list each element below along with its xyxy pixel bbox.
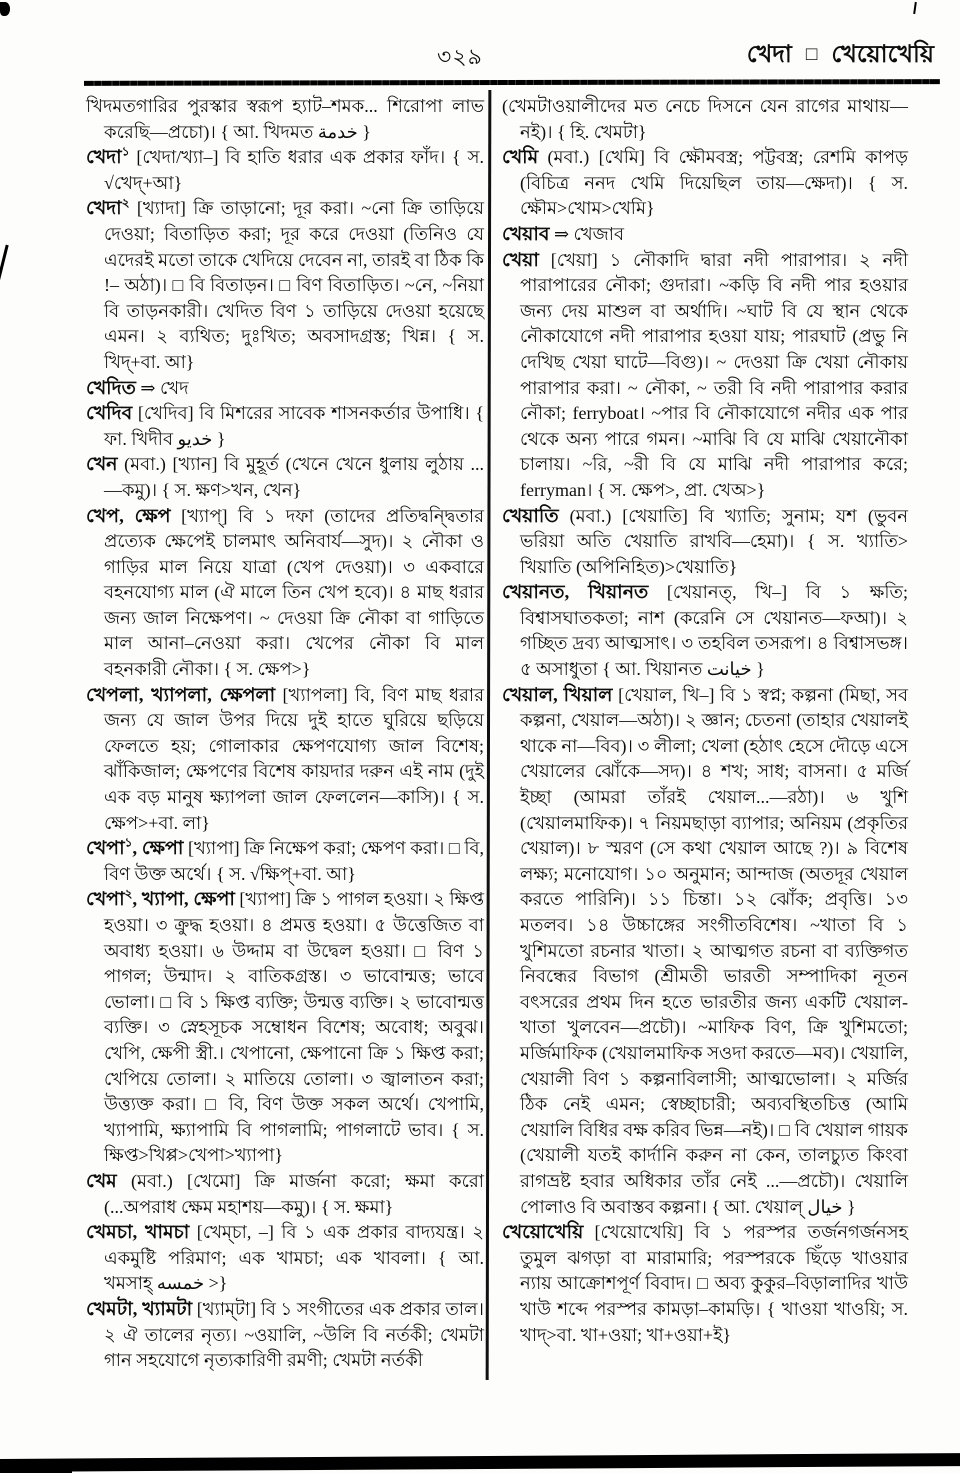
dictionary-entry	[502, 504, 908, 581]
dictionary-entry	[502, 1220, 908, 1348]
dictionary-entry	[86, 376, 484, 402]
headword: খেয়াব	[502, 223, 550, 245]
headword: খেপ, ক্ষেপ	[86, 505, 171, 527]
headword: খেয়ানত, খিয়ানত	[502, 582, 649, 604]
guide-word-last: খেয়োখেয়ি	[831, 42, 934, 68]
scan-bottom-bar	[0, 1453, 960, 1472]
headword: খেদা$^১$	[86, 144, 130, 169]
left-column	[86, 94, 484, 1374]
right-column	[502, 94, 908, 1348]
entry-body: ⇒ খেজাব	[553, 223, 625, 244]
headword: খেপা$^২$, খ্যাপা, ক্ষেপা	[86, 887, 235, 911]
headword: খেপা$^১$, ক্ষেপা	[86, 835, 184, 860]
dictionary-entry	[86, 196, 484, 375]
headword: খেমটা, খ্যামটা	[86, 1298, 193, 1320]
entry-body: (মবা.) [খেমো] ক্রি মার্জনা করো; ক্ষমা করো (...অপরাধ ক্ষেম মহাশয়—কমু)। { স. ক্ষমা}	[104, 1170, 484, 1217]
entry-body: [খ্যাপা] ক্রি নিক্ষেপ করা; ক্ষেপণ করা। □ বি, বিণ উক্ত অর্থে। { স. √ক্ষিপ্+বা. আ}	[104, 838, 484, 884]
entry-body: (মবা.) [খেয়াতি] বি খ্যাতি; সুনাম; যশ (ভুবন ভরিয়া অতি খেয়াতি রাখবি—হেমা)। { স. খ্যাতি> খিয়াতি (অপিনিহিত)>খেয়াতি}	[520, 505, 909, 577]
scan-bottom-corner-mark	[0, 1464, 72, 1473]
entry-body: [খেয়াল, খি–] বি ১ স্বপ্ন; কল্পনা (মিছা, সব কল্পনা, খেয়াল—অঠা)। ২ জ্ঞান; চেতনা (তাহার খেয়ালই থাকে না—বিব)। ৩ লীলা; খেলা (হঠাৎ হেসে দৌড়ে এসে খেয়ালের ঝোঁকে—সদ)। ৪ শখ; সাধ; বাসনা। ৫ মর্জি ইচ্ছা (আমরা তাঁরই খেয়াল...—রঠা)। ৬ খুশি (খেয়ালমাফিক)। ৭ নিয়মছাড়া ব্যাপার; অনিয়ম (প্রকৃতির খেয়াল)। ৮ স্মরণ (সে কথা খেয়াল আছে ?)। ৯ বিশেষ লক্ষ্য; মনোযোগ। ১০ অনুমান; আন্দাজ (অতদূর খেয়াল করতে পারিনি)। ১১ চিন্তা। ১২ ঝোঁক; প্রবৃত্তি। ১৩ মতলব। ১৪ উচ্চাঙ্গের সংগীতবিশেষ। ~খাতা বি ১ খুশিমতো রচনার খাতা। ২ আত্মগত রচনা বা ব্যক্তিগত নিবন্ধের বিভাগ (শ্রীমতী ভারতী সম্পাদিকা নূতন বৎসরের প্রথম দিন হতে ভারতীর জন্য একটি খেয়াল-খাতা খুলবেন—প্রচৌ)। ~মাফিক বিণ, ক্রি খুশিমতো; মর্জিমাফিক (খেয়ালমাফিক সওদা করতে—মব)। খেয়ালি, খেয়ালী বিণ ১ কল্পনাবিলাসী; আত্মভোলা। ২ মর্জির ঠিক নেই এমন; স্বেচ্ছাচারী; অব্যবস্থিতচিত্ত (আমি খেয়ালি বিধির বক্ষ করিব ভিন্ন—নই)। □ বি খেয়াল গায়ক (খেয়ালী যতই কার্দানি করুন না কেন, তালচ্যুত কিংবা রাগভ্রষ্ট হবার অধিকার তাঁর নেই ...—প্রচৌ)। খেয়ালি পোলাও বি অবাস্তব কল্পনা। { আ. খেয়াল্ خيال }	[520, 684, 908, 1217]
dictionary-entry	[502, 683, 908, 1220]
entry-body: [খেদিব] বি মিশরের সাবেক শাসনকর্তার উপাধি। { ফা. খিদীব خديو }	[104, 403, 485, 449]
guide-words	[747, 36, 934, 76]
headword: খেপলা, খ্যাপলা, ক্ষেপলা	[86, 684, 276, 706]
headword: খেম	[86, 1170, 117, 1192]
dictionary-entry	[86, 504, 484, 683]
dictionary-entry	[86, 145, 484, 196]
header-rule	[84, 79, 940, 86]
headword: খেদিব	[86, 403, 133, 425]
dictionary-entry	[502, 222, 908, 248]
entry-body: (মবা.) [খেমি] বি ক্ষৌমবস্ত্র; পট্টবস্ত্র; রেশমি কাপড় (বিচিত্র ননদ খেমি দিয়েছিল তায়—ক্ষেদা)। { স. ক্ষৌম>খোম>খেমি}	[520, 147, 908, 219]
homonym-number: ১	[124, 835, 133, 850]
dictionary-entry	[502, 94, 908, 145]
headword: খেদিত	[86, 377, 136, 399]
entry-body: [খেয়োখেয়ি] বি ১ পরস্পর তর্জনগর্জনসহ তুমুল ঝগড়া বা মারামারি; পরস্পরকে ছিঁড়ে খাওয়ার ন্যায় আক্রোশপূর্ণ বিবাদ। □ অব্য কুকুর–বিড়ালাদির খাউ খাউ শব্দে পরস্পর কামড়া–কামড়ি। { খাওয়া খাওয়ি; স. খাদ্>বা. খা+ওয়া; খা+ওয়া+ই}	[520, 1222, 908, 1345]
page-number: ৩২৯	[437, 44, 483, 69]
headword: খেয়া	[502, 249, 539, 271]
entry-body: খিদমতগারির পুরস্কার স্বরূপ হ্যাট–শমক... শিরোপা লাভ করেছি—প্রচো)। { আ. খিদমত خدمة }	[86, 96, 484, 142]
dictionary-entry	[502, 145, 908, 222]
dictionary-entry	[86, 836, 484, 887]
entry-body: [খ্যাপ্] বি ১ দফা (তাদের প্রতিদ্বন্দ্বিতার প্রত্যেক ক্ষেপেই চালমাৎ অনিবার্য—সুদ)। ২ নৌকা ও গাড়ির মাল নিয়ে যাত্রা (খেপ দেওয়া)। ৩ একবারে বহনযোগ্য মাল (ঐ মালে তিন খেপ হবে)। ৪ মাছ ধরার জন্য জাল নিক্ষেপণ। ~ দেওয়া ক্রি নৌকা বা গাড়িতে মাল আনা–নেওয়া করা। খেপের নৌকা বি মাল বহনকারী নৌকা। { স. ক্ষেপ>}	[104, 505, 484, 680]
entry-body: [খ্যাদা] ক্রি তাড়ানো; দূর করা। ~নো ক্রি তাড়িয়ে দেওয়া; বিতাড়িত করা; দূর করে দেওয়া (তিনিও যে এদেরই মতো তাকে খেদিয়ে দেবেন না, তারই বা ঠিক কি !– অঠা)। □ বি বিতাড়ন। □ বিণ বিতাড়িত। ~নে, ~নিয়া বি তাড়নকারী। খেদিত বিণ ১ তাড়িয়ে দেওয়া হয়েছে এমন। ২ ব্যথিত; দুঃখিত; অবসাদগ্রস্ত; খিন্ন। { স. খিদ্+বা. আ}	[104, 198, 484, 372]
entry-body: [খেম্‌চা, –] বি ১ এক প্রকার বাদ্যযন্ত্র। ২ একমুষ্টি পরিমাণ; এক খামচা; এক খাবলা। { আ. খমসাহ্ خمسه >}	[104, 1222, 484, 1294]
dictionary-entry	[86, 683, 484, 837]
dictionary-entry	[86, 452, 484, 503]
headword: খেমি	[502, 147, 539, 169]
scan-tick-mark	[913, 2, 917, 14]
headword: খেন	[86, 454, 118, 476]
dictionary-entry	[86, 1297, 484, 1374]
entry-body: [খ্যাম্‌টা] বি ১ সংগীতের এক প্রকার তাল। ২ ঐ তালের নৃত্য। ~ওয়ালি, ~উলি বি নর্তকী; খেমটা গান সহযোগে নৃত্যকারিণী রমণী; খেমটা নর্তকী	[104, 1298, 484, 1371]
entry-body: [খেয়া] ১ নৌকাদি দ্বারা নদী পারাপার। ২ নদী পারাপারের নৌকা; গুদারা। ~কড়ি বি নদী পার হওয়ার জন্য দেয় মাশুল বা অর্থাদি। ~ঘাট বি যে স্থান থেকে নৌকাযোগে নদী পারাপার হওয়া যায়; পারঘাট (প্রভু নি দেখিছ খেয়া ঘাটে—বিগু)। ~ দেওয়া ক্রি খেয়া নৌকায় পারাপার করা। ~ নৌকা, ~ তরী বি নদী পারাপার করার নৌকা; ferryboat। ~পার বি নৌকাযোগে নদীর এক পার থেকে অন্য পারে গমন। ~মাঝি বি যে মাঝি খেয়ানৌকা চালায়। ~রি, ~রী বি যে মাঝি নদী পারাপার করে; ferryman। { স. ক্ষেপ>, প্রা. খেঅ>}	[520, 249, 908, 500]
entry-body: [খেদা/খ্যা–] বি হাতি ধরার এক প্রকার ফাঁদ। { স. √খেদ্+আ}	[104, 147, 484, 193]
dictionary-entry	[502, 248, 908, 504]
guide-separator-square: □	[805, 44, 818, 65]
headword: খেয়োখেয়ি	[502, 1222, 584, 1244]
dictionary-entry	[86, 1169, 484, 1220]
guide-word-first: খেদা	[746, 42, 792, 68]
headword: খেমচা, খামচা	[86, 1222, 190, 1244]
scan-scratch-mark	[0, 245, 9, 308]
entry-body: (খেমটাওয়ালীদের মত নেচে দিসনে যেন রাগের মাথায়—নই)। { হি. খেমটা}	[502, 96, 908, 142]
homonym-number: ১	[121, 144, 130, 159]
entry-body: (মবা.) [খ্যান] বি মুহূর্ত (খেনে খেনে ধুলায় লুঠায় ... —কমু)। { স. ক্ষণ>খন, খেন}	[104, 454, 484, 500]
entry-body: [খ্যাপা] ক্রি ১ পাগল হওয়া। ২ ক্ষিপ্ত হওয়া। ৩ ক্রুদ্ধ হওয়া। ৪ প্রমত্ত হওয়া। ৫ উত্তেজিত বা অবাধ্য হওয়া। ৬ উদ্দাম বা উদ্বেল হওয়া। □ বিণ ১ পাগল; উন্মাদ। ২ বাতিকগ্রস্ত। ৩ ভাবোন্মত্ত; ভাবে ভোলা। □ বি ১ ক্ষিপ্ত ব্যক্তি; উন্মত্ত ব্যক্তি। ২ ভাবোন্মত্ত ব্যক্তি। ৩ স্নেহসূচক সম্বোধন বিশেষ; অবোধ; অবুঝ। খেপি, ক্ষেপী স্ত্রী.। খেপানো, ক্ষেপানো ক্রি ১ ক্ষিপ্ত করা; খেপিয়ে তোলা। ২ মাতিয়ে তোলা। ৩ জ্বালাতন করা; উত্ত্যক্ত করা। □ বি, বিণ উক্ত সকল অর্থে। খেপামি, খ্যাপামি, ক্ষ্যাপামি বি পাগলামি; পাগলাটে ভাব। { স. ক্ষিপ্ত>খিপ্প>খেপা>খ্যাপা}	[104, 889, 484, 1166]
entry-body: [খ্যাপলা] বি, বিণ মাছ ধরার জন্য যে জাল উপর দিয়ে দুই হাতে ঘুরিয়ে ছড়িয়ে ফেলতে হয়; গোলাকার ক্ষেপণযোগ্য জাল বিশেষ; ঝাঁকিজাল; ক্ষেপণের বিশেষ কায়দার দরুন এই নাম (দুই এক বড় মানুষ ক্ষ্যাপলা জাল ফেললেন—কাসি)। { স. ক্ষেপ>+বা. লা}	[104, 684, 484, 833]
dictionary-entry	[86, 401, 484, 452]
dictionary-entry	[86, 1220, 484, 1297]
homonym-number: ২	[124, 887, 133, 902]
scan-ink-blob	[0, 2, 10, 16]
dictionary-entry	[86, 887, 484, 1169]
headword: খেদা$^২$	[86, 196, 130, 220]
column-divider	[486, 90, 491, 1380]
dictionary-entry	[86, 94, 484, 145]
headword: খেয়াতি	[502, 505, 559, 527]
dictionary-entry	[502, 580, 908, 682]
headword: খেয়াল, খিয়াল	[502, 684, 613, 706]
entry-body: ⇒ খেদ	[140, 377, 189, 398]
entry-body: [খেয়ানত্, খি–] বি ১ ক্ষতি; বিশ্বাসঘাতকতা; নাশ (করেনি সে খেয়ানত—ফআ)। ২ গচ্ছিত দ্রব্য আত্মসাৎ। ৩ তহবিল তসরূপ। ৪ বিশ্বাসভঙ্গ। ৫ অসাধুতা { আ. খিয়ানত خيانت }	[520, 582, 908, 680]
homonym-number: ২	[121, 196, 130, 211]
